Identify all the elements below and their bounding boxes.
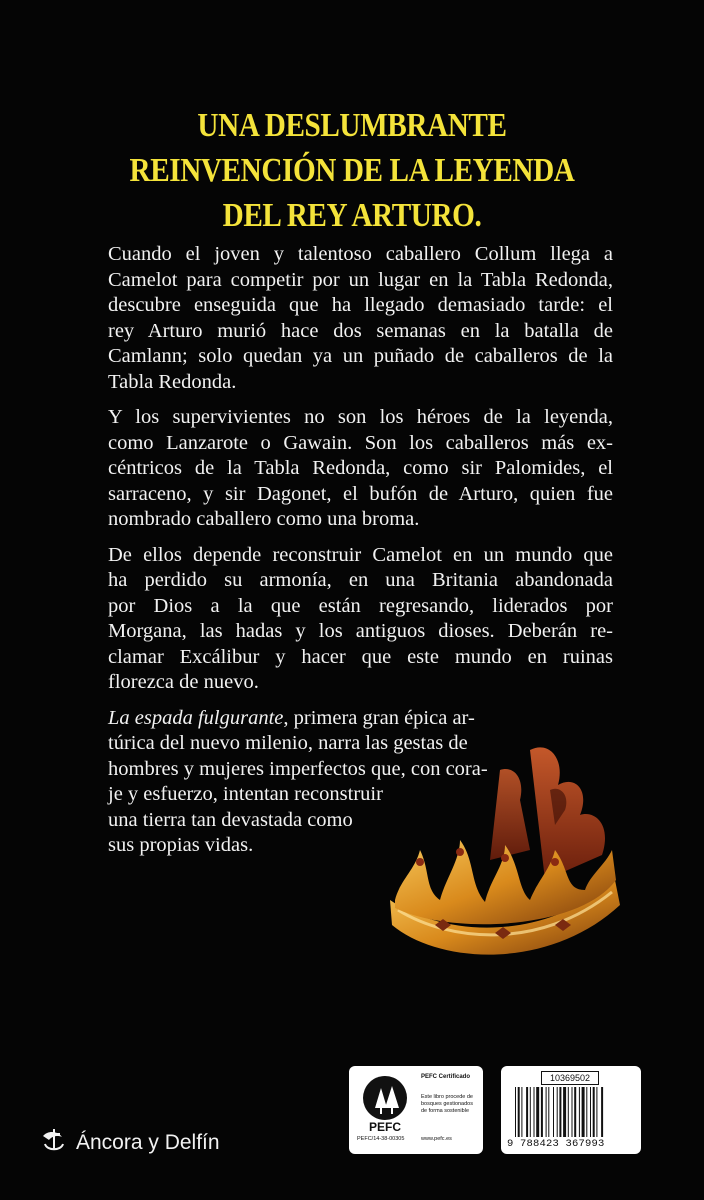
barcode-bar	[582, 1087, 585, 1137]
text-line: Camelot para competir por un lugar en la Tabla Redonda,	[108, 268, 613, 291]
text-line: Tabla Redonda.	[108, 370, 237, 393]
text-line: sarraceno, y sir Dagonet, el bufón de Arturo, quien fue	[108, 482, 613, 505]
barcode-bar	[536, 1087, 539, 1137]
barcode-bar	[541, 1087, 543, 1137]
book-title: La espada fulgurante	[108, 706, 284, 729]
text-line: ha perdido su armonía, en una Britania abandonada	[108, 569, 613, 591]
text-line: Camlann; solo quedan ya un puñado de caballeros de la	[108, 345, 613, 367]
barcode-bar	[530, 1087, 531, 1137]
barcode-bar	[518, 1087, 520, 1137]
crown-illustration	[380, 730, 630, 980]
publisher-logo	[40, 1126, 220, 1160]
text-line: céntricos de la Tabla Redonda, como sir Palomides, el	[108, 457, 613, 479]
barcode-bars	[515, 1087, 627, 1137]
pefc-description: Este libro procede de bosques gestionados de forma sostenible	[421, 1094, 473, 1114]
text-line: clamar Excálibur y hacer que este mundo en ruinas	[108, 645, 613, 668]
headline-line-3: DEL REY ARTURO.	[222, 197, 482, 234]
text-line: una tierra tan devastada como	[108, 808, 353, 831]
dolphin-anchor-icon	[40, 1126, 68, 1160]
text-line: Cuando el joven y talentoso caballero Collum llega a	[108, 243, 613, 265]
synopsis-paragraph-1	[108, 242, 613, 395]
pefc-url: www.pefc.es	[421, 1136, 452, 1142]
text-line: florezca de nuevo.	[108, 671, 259, 693]
barcode-code: 10369502	[541, 1071, 599, 1085]
headline-line-1: UNA DESLUMBRANTE	[197, 107, 507, 144]
barcode-bar	[557, 1087, 558, 1137]
text-fragment: , primera gran épica ar-	[283, 706, 475, 729]
barcode-bar	[590, 1087, 591, 1137]
text-line: hombres y mujeres imperfectos que, con cora-	[108, 757, 488, 780]
barcode-isbn: 9 788423 367993	[507, 1138, 605, 1150]
text-line: rey Arturo murió hace dos semanas en la batalla de	[108, 319, 613, 342]
publisher-name: Áncora y Delfín	[76, 1131, 220, 1154]
barcode-bar	[563, 1087, 566, 1137]
synopsis-paragraph-3	[108, 543, 613, 696]
barcode-bar	[593, 1087, 595, 1137]
barcode-label	[501, 1066, 641, 1154]
barcode-bar	[515, 1087, 516, 1137]
pefc-title: PEFC Certificado	[421, 1074, 471, 1080]
text-line: Y los supervivientes no son los héroes de la leyenda,	[108, 406, 613, 428]
barcode-bar	[586, 1087, 587, 1137]
text-line: descubre enseguida que ha llegado demasiado tarde: el	[108, 294, 613, 316]
barcode-bar	[526, 1087, 528, 1137]
text-line: túrica del nuevo milenio, narra las gestas de	[108, 732, 468, 754]
barcode-bar	[553, 1087, 554, 1137]
headline	[49, 103, 654, 238]
barcode-bar	[521, 1087, 522, 1137]
text-line: como Lanzarote o Gawain. Son los caballeros más ex-	[108, 431, 613, 454]
text-line: De ellos depende reconstruir Camelot en un mundo que	[108, 543, 613, 566]
barcode-bar	[572, 1087, 573, 1137]
text-line: nombrado caballero como una broma.	[108, 508, 420, 530]
headline-line-2: REINVENCIÓN DE LA LEYENDA	[129, 152, 575, 189]
pefc-logo-text: PEFC	[368, 1120, 402, 1132]
synopsis-paragraph-2	[108, 405, 613, 533]
text-line: sus propias vidas.	[108, 834, 254, 856]
barcode-bar	[579, 1087, 580, 1137]
barcode-bar	[559, 1087, 561, 1137]
text-line	[108, 706, 520, 732]
text-line: Morgana, las hadas y los antiguos dioses. Deberán re-	[108, 620, 613, 642]
barcode-bar	[548, 1087, 549, 1137]
barcode-bar	[574, 1087, 576, 1137]
pefc-tree-icon	[357, 1074, 413, 1132]
pefc-label	[349, 1066, 483, 1154]
text-line: je y esfuerzo, intentan reconstruir	[108, 783, 383, 805]
barcode-bar	[601, 1087, 603, 1137]
pefc-code: PEFC/14-38-00305	[357, 1136, 405, 1142]
barcode-bar	[568, 1087, 569, 1137]
text-line: por Dios a la que están regresando, liderados por	[108, 594, 613, 617]
barcode-bar	[534, 1087, 535, 1137]
barcode-bar	[546, 1087, 547, 1137]
barcode-bar	[596, 1087, 597, 1137]
